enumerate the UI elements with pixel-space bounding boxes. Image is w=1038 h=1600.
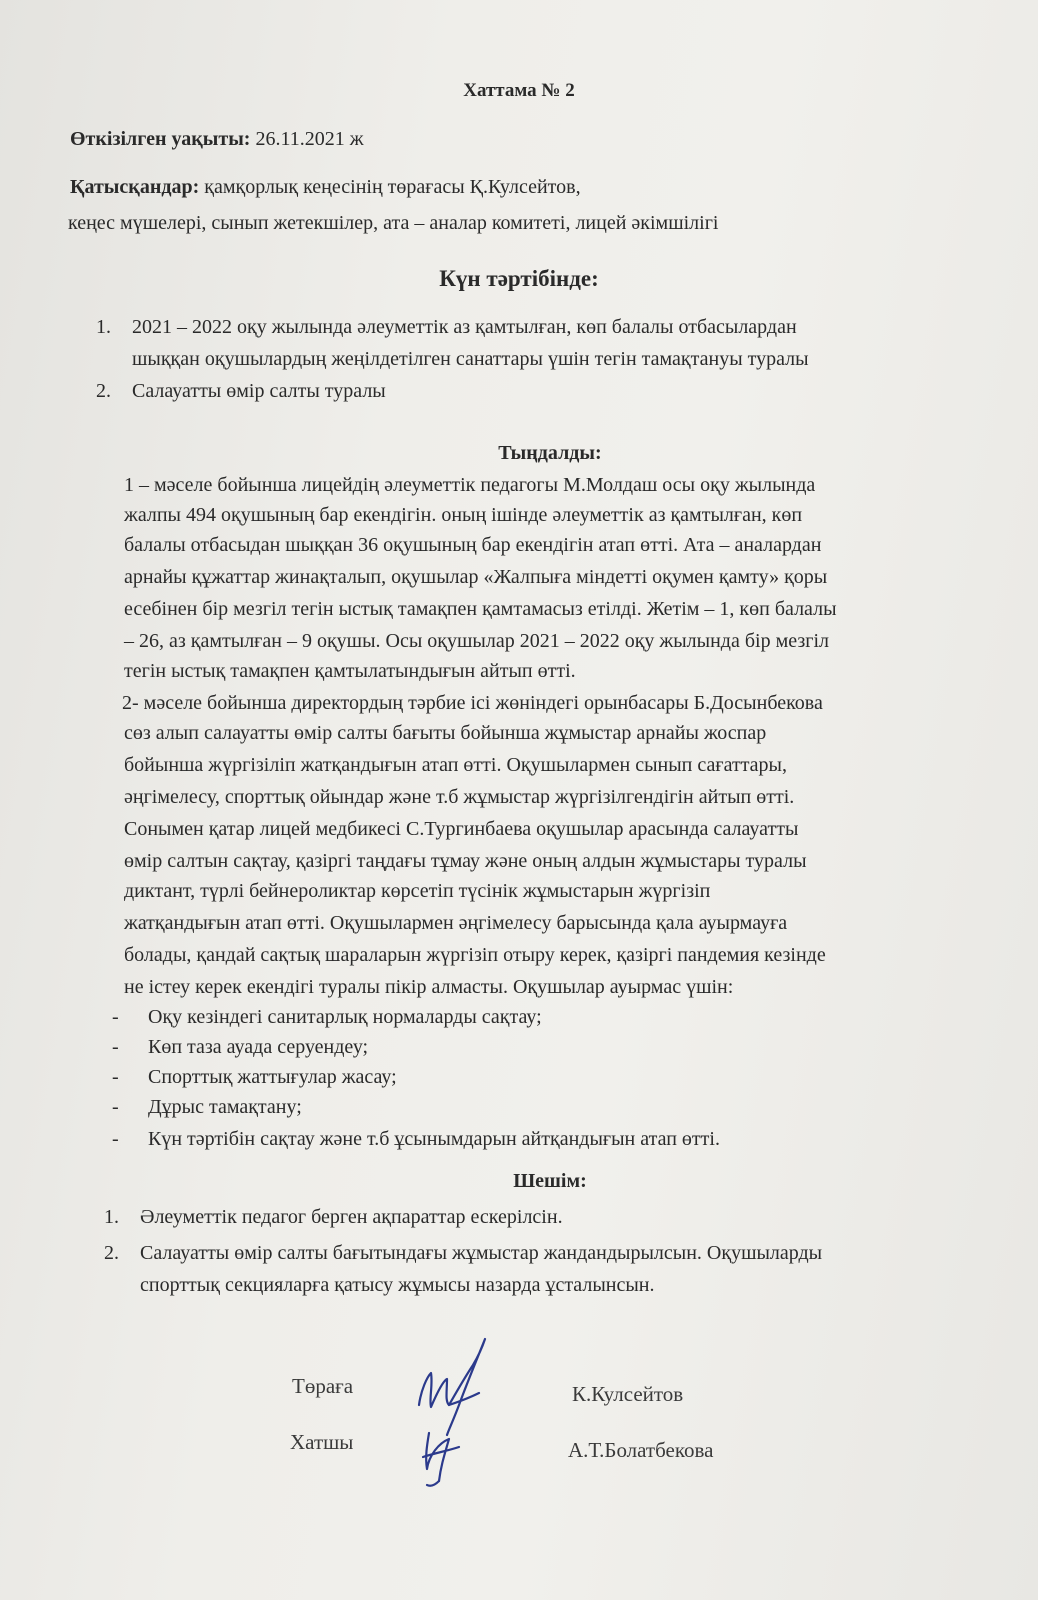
secretary-label: Хатшы — [290, 1430, 354, 1454]
date-line — [70, 128, 364, 151]
document-title: Хаттама № 2 — [463, 80, 575, 101]
heard-title: Тыңдалды: — [498, 442, 602, 464]
participants-line-2: кеңес мүшелері, сынып жетекшілер, ата – аналар комитеті, лицей әкімшілігі — [68, 212, 719, 234]
heard-line: диктант, түрлі бейнероликтар көрсетіп түсінік жұмыстарын жүргізіп — [124, 880, 711, 902]
participants-text-1: қамқорлық кеңесінің төрағасы Қ.Кулсейтов, — [204, 176, 581, 198]
participants-label: Қатысқандар: — [70, 176, 200, 198]
heard-line: жатқандығын атап өтті. Оқушылармен әңгімелесу барысында қала ауырмауға — [124, 912, 788, 934]
secretary-signature-tail — [427, 1481, 439, 1486]
date-value: 26.11.2021 ж — [255, 128, 364, 150]
heard-line: есебінен бір мезгіл тегін ыстық тамақпен қамтамасыз етілді. Жетім – 1, көп балалы — [124, 598, 837, 620]
agenda-item-number: 2. — [96, 380, 111, 402]
recommendation-text: Дұрыс тамақтану; — [148, 1096, 302, 1118]
bullet-dash: - — [112, 1096, 119, 1118]
heard-line: Сонымен қатар лицей медбикесі С.Тургинбаева оқушылар арасында салауатты — [124, 818, 799, 840]
bullet-dash: - — [112, 1036, 119, 1058]
heard-line: – 26, аз қамтылған – 9 оқушы. Осы оқушылар 2021 – 2022 оқу жылында бір мезгіл — [124, 630, 829, 652]
recommendation-text: Көп таза ауада серуендеу; — [148, 1036, 369, 1058]
chair-signature-stroke — [419, 1339, 485, 1435]
secretary-name: А.Т.Болатбекова — [568, 1438, 714, 1462]
heard-line: балалы отбасыдан шыққан 36 оқушының бар екендігін атап өтті. Ата – аналардан — [124, 534, 822, 556]
heard-line: арнайы құжаттар жинақталып, оқушылар «Жалпыға міндетті оқумен қамту» қоры — [124, 566, 828, 588]
bullet-dash: - — [112, 1066, 119, 1088]
heard-line: жалпы 494 оқушының бар екендігін. оның ішінде әлеуметтік аз қамтылған, көп — [124, 504, 803, 526]
chair-name: К.Кулсейтов — [572, 1382, 684, 1406]
agenda-item-number: 1. — [96, 316, 111, 338]
heard-line: өмір салтын сақтау, қазіргі таңдағы тұмау және оның алдын жұмыстары туралы — [124, 850, 807, 872]
recommendation-text: Спорттық жаттығулар жасау; — [148, 1066, 397, 1088]
heard-line: сөз алып салауатты өмір салты бағыты бойынша жұмыстар арнайы жоспар — [124, 722, 767, 744]
agenda-item-text: Салауатты өмір салты туралы — [132, 380, 386, 402]
decision-item-number: 2. — [104, 1242, 119, 1264]
decision-title: Шешім: — [513, 1170, 587, 1192]
agenda-title: Күн тәртібінде: — [439, 266, 599, 291]
bullet-dash: - — [112, 1128, 119, 1150]
agenda-item-text-cont: шыққан оқушылардың жеңілдетілген санаттары үшін тегін тамақтануы туралы — [132, 348, 809, 370]
participants-line-1 — [70, 176, 581, 199]
handwritten-signatures — [405, 1335, 515, 1495]
decision-item-text-cont: спорттық секцияларға қатысу жұмысы назарда ұсталынсын. — [140, 1274, 655, 1296]
agenda-item-text: 2021 – 2022 оқу жылында әлеуметтік аз қамтылған, көп балалы отбасылардан — [132, 316, 797, 338]
recommendation-text: Оқу кезіндегі санитарлық нормаларды сақтау; — [148, 1006, 542, 1028]
heard-line: болады, қандай сақтық шараларын жүргізіп отыру керек, қазіргі пандемия кезінде — [124, 944, 826, 966]
decision-item-text: Салауатты өмір салты бағытындағы жұмыстар жандандырылсын. Оқушыларды — [140, 1242, 823, 1264]
chair-label: Төраға — [292, 1374, 354, 1398]
bullet-dash: - — [112, 1006, 119, 1028]
heard-line: 1 – мәселе бойынша лицейдің әлеуметтік педагогы М.Молдаш осы оқу жылында — [124, 474, 816, 496]
heard-line: 2- мәселе бойынша директордың тәрбие ісі жөніндегі орынбасары Б.Досынбекова — [122, 692, 823, 714]
decision-item-number: 1. — [104, 1206, 119, 1228]
date-label: Өткізілген уақыты: — [70, 128, 251, 150]
heard-line: әңгімелесу, спорттық ойындар және т.б жұмыстар жүргізілгендігін айтып өтті. — [124, 786, 795, 808]
decision-item-text: Әлеуметтік педагог берген ақпараттар ескерілсін. — [140, 1206, 563, 1228]
heard-line: бойынша жүргізіліп жатқандығын атап өтті. Оқушылармен сынып сағаттары, — [124, 754, 787, 776]
recommendation-text: Күн тәртібін сақтау және т.б ұсынымдарын айтқандығын атап өтті. — [148, 1128, 720, 1150]
heard-line: не істеу керек екендігі туралы пікір алмасты. Оқушылар ауырмас үшін: — [124, 976, 734, 998]
heard-line: тегін ыстық тамақпен қамтылатындығын айтып өтті. — [124, 660, 576, 682]
secretary-signature-stroke — [423, 1433, 459, 1481]
